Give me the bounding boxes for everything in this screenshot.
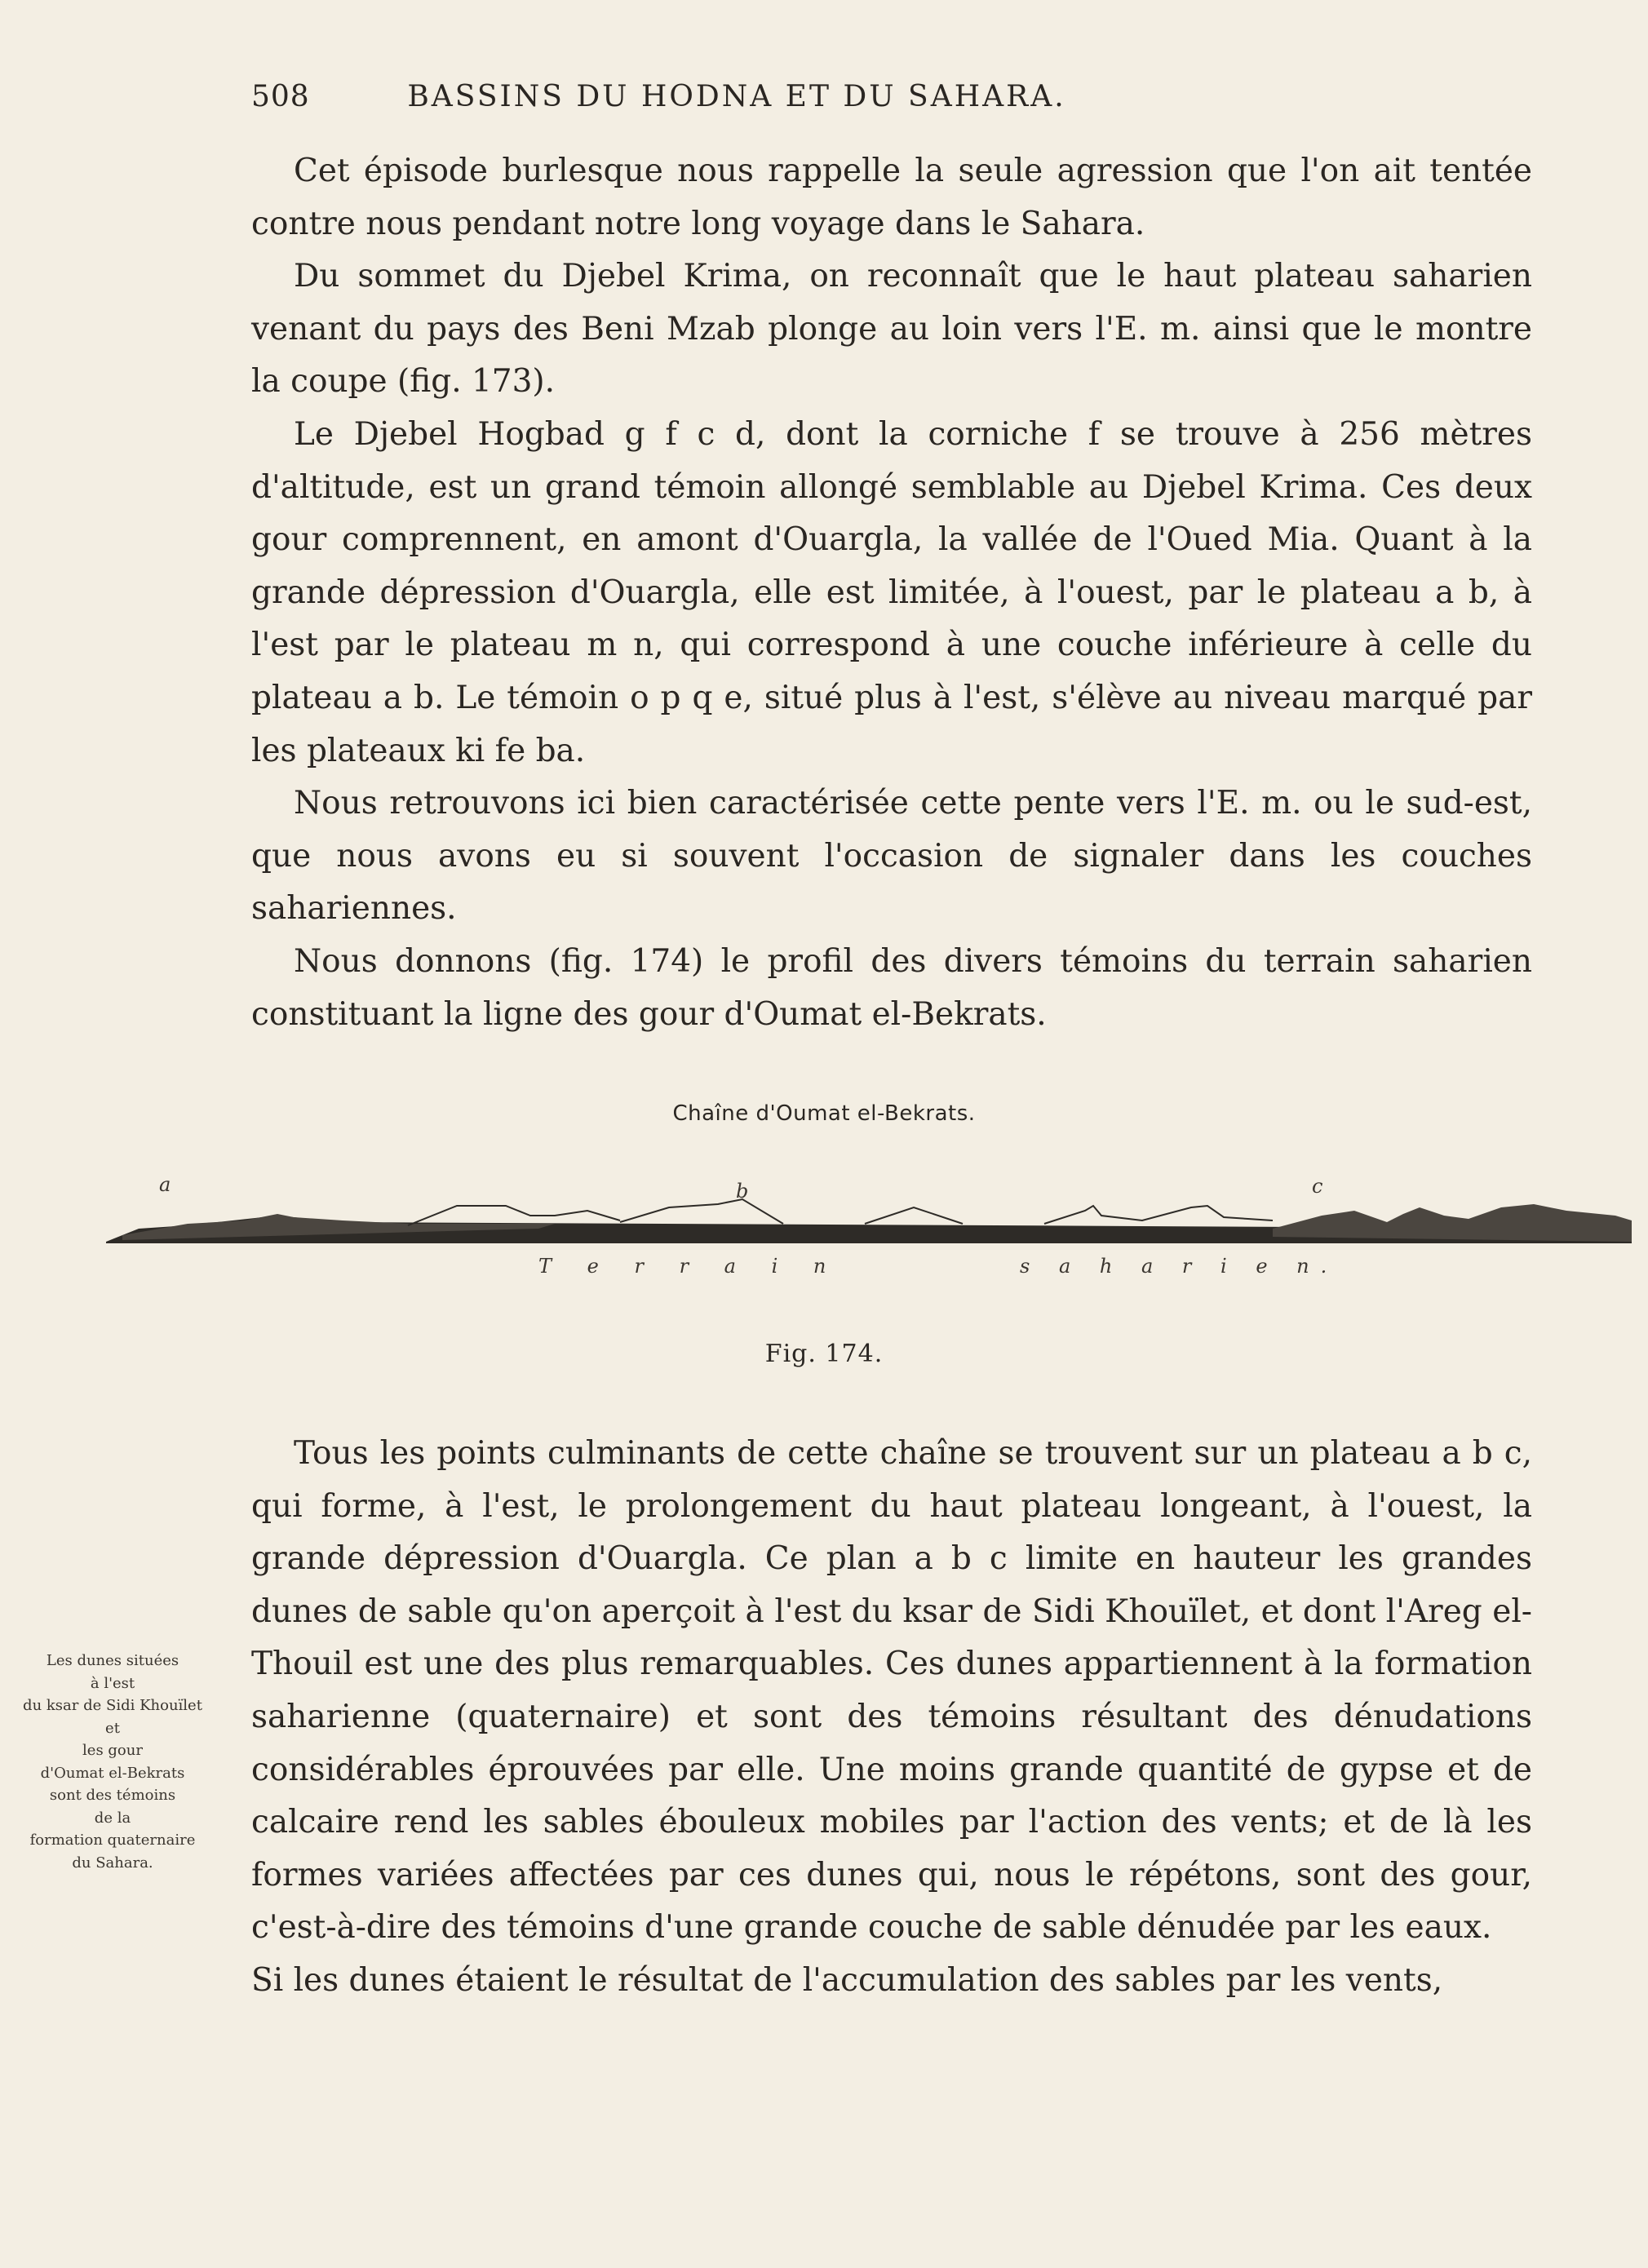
margin-note-line: et: [105, 1719, 120, 1737]
margin-note-line: sont des témoins: [49, 1787, 176, 1804]
terrain-profile-figure: [0, 1175, 1648, 1322]
paragraph: Cet épisode burlesque nous rappelle la seule agression que l'on ait tentée contre nous pendant notre long voyage dans le Sahara.: [251, 153, 1532, 242]
page-number: 508: [251, 80, 310, 113]
margin-note-line: à l'est: [90, 1674, 135, 1692]
text-block-top: [251, 145, 1532, 1041]
figure-title: Chaîne d'Oumat el-Bekrats.: [672, 1101, 976, 1126]
margin-note-line: du Sahara.: [72, 1854, 153, 1872]
terrain-label-1: T e r r a i n: [538, 1255, 841, 1278]
paragraph: Nous retrouvons ici bien caractérisée cette pente vers l'E. m. ou le sud-est, que nous avons eu si souvent l'occasion de signaler dans les couches sahariennes.: [251, 785, 1532, 928]
profile-ridge-1: [408, 1206, 620, 1225]
profile-right-mass: [1273, 1204, 1632, 1242]
paragraph: Nous donnons (fig. 174) le profil des divers témoins du terrain saharien constituant la ligne des gour d'Oumat el-Bekrats.: [251, 942, 1532, 1033]
margin-note-line: de la: [94, 1809, 131, 1827]
margin-note: [5, 1650, 220, 1874]
page-header: [251, 80, 1222, 129]
paragraph: Si les dunes étaient le résultat de l'accumulation des sables par les vents,: [251, 1961, 1443, 1999]
margin-note-line: formation quaternaire: [29, 1832, 196, 1849]
paragraph: Tous les points culminants de cette chaîne se trouvent sur un plateau a b c, qui forme, à l'est, le prolongement du haut plateau longeant, à l'ouest, la grande dépression d'Ouargla. Ce plan a b c limite en hauteur les grandes dunes de sable qu'on aperçoit à l'est du ksar de Sidi Khouïlet, et dont l'Areg el-Thouil est une des plus remarquables. Ces dunes appartiennent à la formation saharienne (quaternaire) et sont des témoins résultant des dénudations considérables éprouvées par elle. Une moins grande quantité de gypse et de calcaire rend les sables ébouleux mobiles par l'action des vents; et de là les formes variées affectées par ces dunes qui, nous le répétons, sont des gour, c'est-à-dire des témoins d'une grande couche de sable dénudée par les eaux.: [251, 1435, 1532, 1947]
margin-note-line: les gour: [82, 1742, 143, 1759]
figure-caption: Fig. 174.: [764, 1340, 884, 1368]
running-title: BASSINS DU HODNA ET DU SAHARA.: [407, 80, 1066, 113]
paragraph: Du sommet du Djebel Krima, on reconnaît que le haut plateau saharien venant du pays des Beni Mzab plonge au loin vers l'E. m. ainsi que le montre la coupe (fig. 173).: [251, 258, 1532, 401]
label-a: a: [159, 1175, 171, 1196]
margin-note-line: Les dunes situées: [46, 1652, 179, 1669]
profile-ridge-4: [1044, 1206, 1273, 1224]
terrain-label-2: s a h a r i e n.: [1020, 1255, 1339, 1278]
label-b: b: [736, 1180, 749, 1203]
margin-note-line: d'Oumat el-Bekrats: [40, 1764, 185, 1782]
label-c: c: [1312, 1175, 1323, 1198]
profile-ridge-2: [620, 1199, 783, 1224]
text-block-bottom: [251, 1428, 1532, 2008]
margin-note-line: du ksar de Sidi Khouïlet: [23, 1697, 202, 1714]
profile-ridge-3: [865, 1207, 963, 1224]
paragraph: Le Djebel Hogbad g f c d, dont la corniche f se trouve à 256 mètres d'altitude, est un grand témoin allongé semblable au Djebel Krima. Ces deux gour comprennent, en amont d'Ouargla, la vallée de l'Oued Mia. Quant à la grande dépression d'Ouargla, elle est limitée, à l'ouest, par le plateau a b, à l'est par le plateau m n, qui correspond à une couche inférieure à celle du plateau a b. Le témoin o p q e, situé plus à l'est, s'élève au niveau marqué par les plateaux ki fe ba.: [251, 415, 1532, 769]
